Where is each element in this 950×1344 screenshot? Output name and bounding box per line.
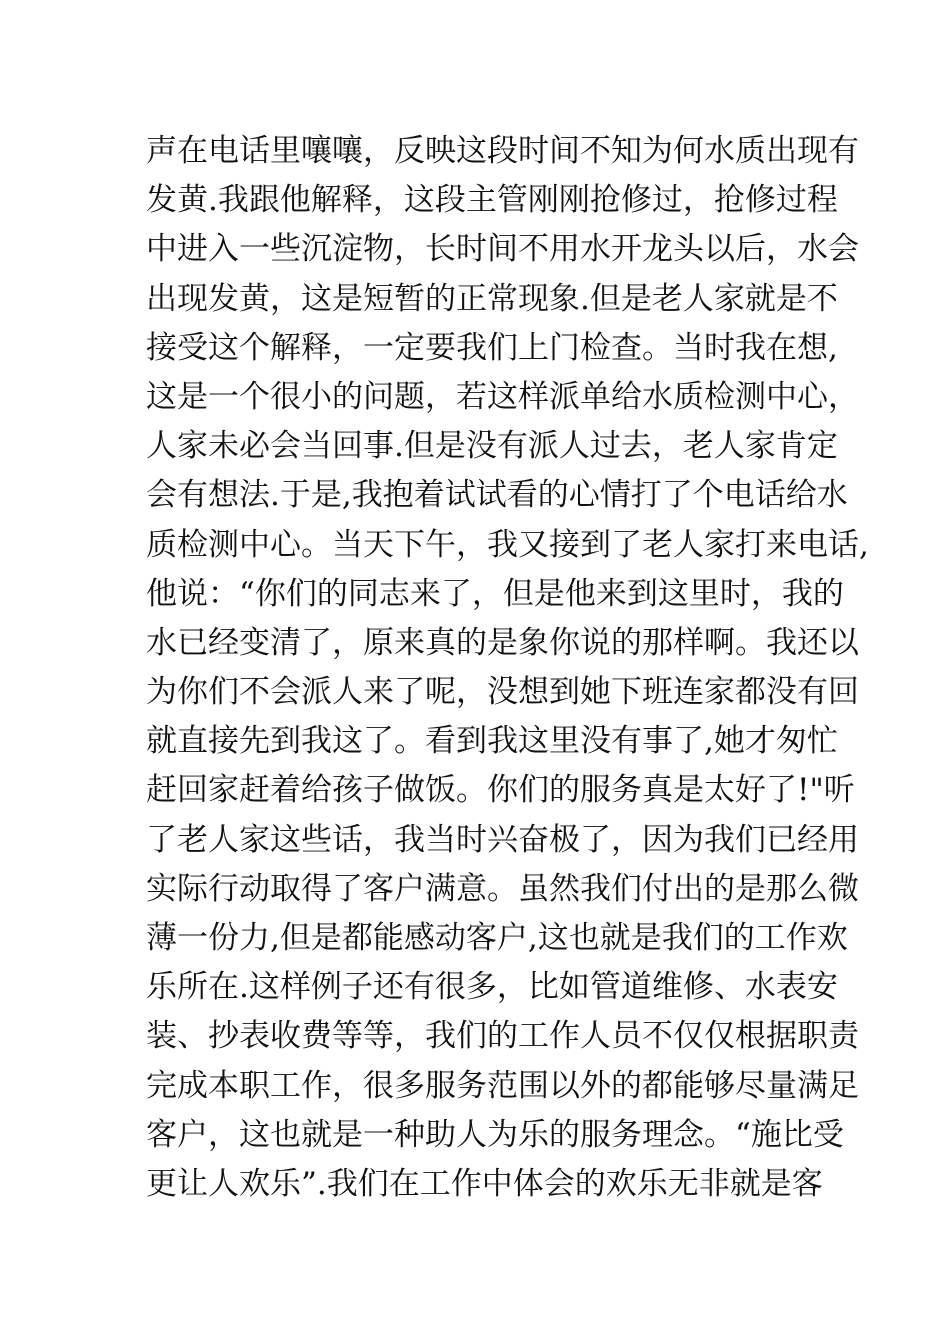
text-line-17: 薄一份力,但是都能感动客户,这也就是我们的工作欢 — [146, 920, 848, 956]
text-line-16: 实际行动取得了客户满意。虽然我们付出的是那么微 — [146, 870, 859, 907]
text-line-21: 客户，这也就是一种助人为乐的服务理念。“施比受 — [146, 1116, 844, 1153]
text-line-3: 中进入一些沉淀物，长时间不用水开龙头以后，水会 — [146, 231, 859, 268]
text-line-11: 水已经变清了，原来真的是象你说的那样啊。我还以 — [146, 624, 859, 661]
text-line-8: 会有想法.于是,我抱着试试看的心情打了个电话给水 — [146, 477, 848, 514]
text-line-4: 出现发黄，这是短暂的正常现象.但是老人家就是不 — [146, 280, 838, 317]
text-line-19: 装、抄表收费等等，我们的工作人员不仅仅根据职责 — [146, 1018, 859, 1055]
text-line-20: 完成本职工作，很多服务范围以外的都能够尽量满足 — [146, 1067, 859, 1104]
text-line-15: 了老人家这些话，我当时兴奋极了，因为我们已经用 — [146, 821, 859, 858]
text-line-1: 声在电话里嚷嚷，反映这段时间不知为何水质出现有 — [146, 133, 859, 169]
text-line-12: 为你们不会派人来了呢，没想到她下班连家都没有回 — [146, 674, 859, 711]
text-line-7: 人家未必会当回事.但是没有派人过去，老人家肯定 — [146, 428, 838, 465]
text-line-14: 赶回家赶着给孩子做饭。你们的服务真是太好了!"听 — [146, 772, 855, 809]
text-line-9: 质检测中心。当天下午，我又接到了老人家打来电话, — [146, 526, 869, 563]
text-line-10: 他说：“你们的同志来了，但是他来到这里时，我的 — [146, 575, 844, 612]
text-line-6: 这是一个很小的问题，若这样派单给水质检测中心， — [146, 378, 859, 415]
text-line-5: 接受这个解释，一定要我们上门检查。当时我在想, — [146, 329, 838, 366]
text-line-2: 发黄.我跟他解释，这段主管刚刚抢修过，抢修过程 — [146, 182, 838, 219]
text-line-22: 更让人欢乐”.我们在工作中体会的欢乐无非就是客 — [146, 1165, 823, 1202]
text-line-18: 乐所在.这样例子还有很多，比如管道维修、水表安 — [146, 969, 838, 1006]
text-line-13: 就直接先到我这了。看到我这里没有事了,她才匆忙 — [146, 723, 838, 760]
body-text — [146, 127, 869, 1209]
